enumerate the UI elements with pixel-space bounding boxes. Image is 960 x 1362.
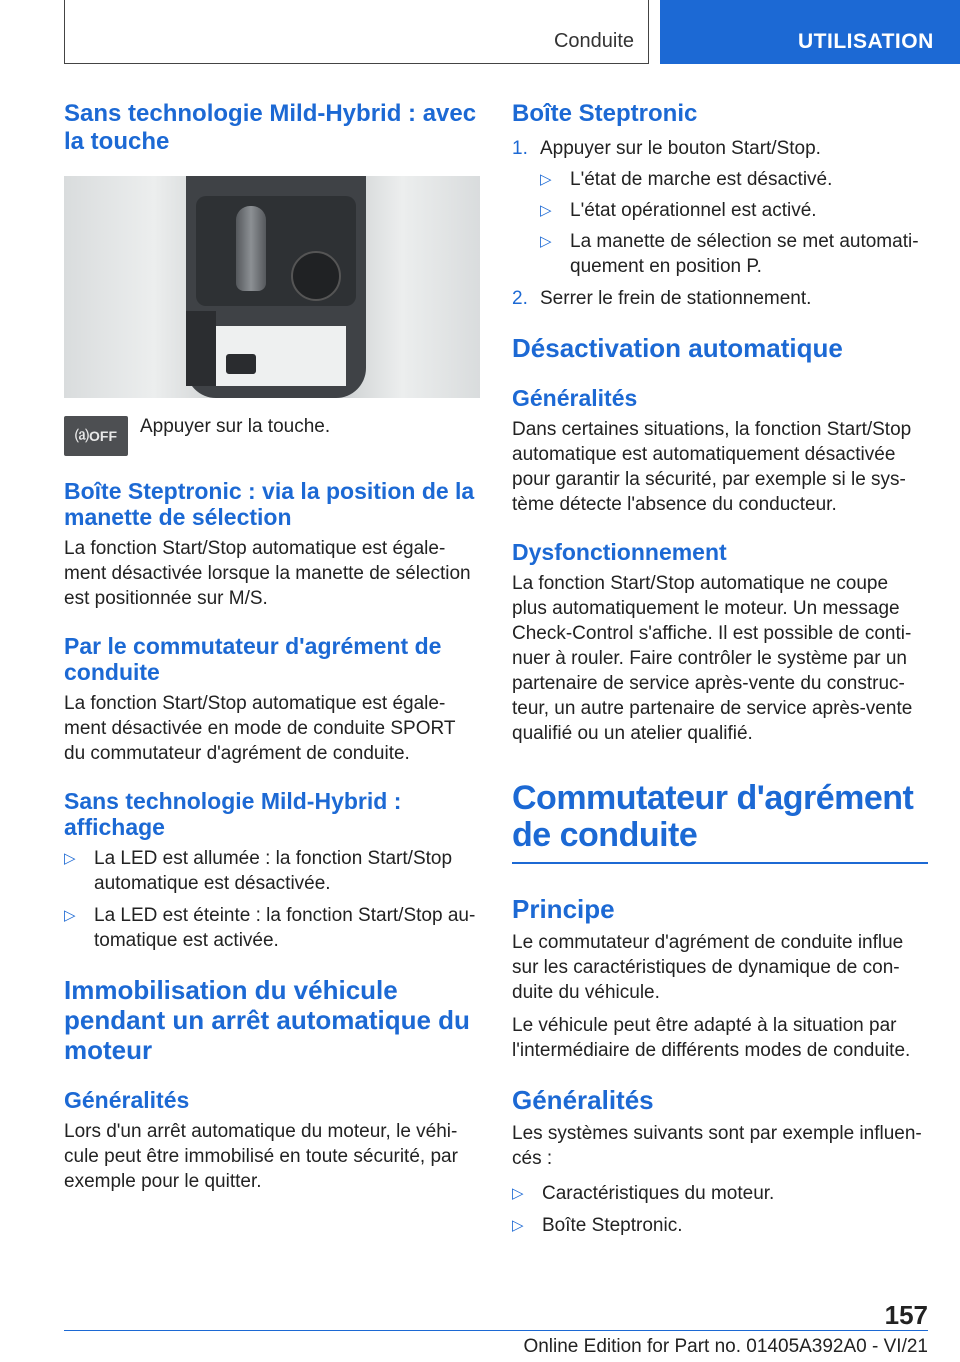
heading-mild-display: Sans technologie Mild-Hybrid : affichage [64, 788, 402, 840]
section-box [64, 0, 649, 64]
steps-list [512, 136, 928, 311]
chapter-title: UTILISATION [798, 30, 934, 53]
heading-general: Généralités [512, 385, 638, 411]
list-item: ▷ L'état de marche est désactivé. [540, 169, 833, 190]
gear-console-photo [64, 176, 480, 398]
bullet-icon: ▷ [512, 1185, 524, 1202]
console-trim [186, 311, 216, 386]
list-item: ▷ La LED est allumée : la fonction Start/Stop automatique est désactivée. [64, 848, 453, 894]
paragraph-principle-1: Le commutateur d'agrément de conduite influe sur les caractéristiques de dynamique de con-duite du véhicule. [512, 932, 904, 1003]
heading-immobilisation: Immobilisation du véhicule pendant un arrêt automatique du moteur [64, 975, 470, 1065]
heading-step-lever: Boîte Steptronic : via la position de la manette de sélection [64, 478, 475, 530]
heading-rule [512, 862, 928, 864]
page-number: 157 [884, 1300, 928, 1330]
heading-drive-switch: Commutateur d'agrément de conduite [512, 779, 914, 854]
list-item: ▷ Caractéristiques du moteur. [512, 1183, 775, 1204]
heading-auto-off: Désactivation automatique [512, 333, 843, 363]
list-item: ▷ L'état opérationnel est activé. [540, 200, 817, 221]
bullet-icon: ▷ [64, 850, 76, 867]
center-console [186, 176, 366, 398]
list-item: ▷ Boîte Steptronic. [512, 1215, 683, 1236]
auto-start-stop-off-icon: ⒜OFF [64, 416, 128, 456]
heading-general-2: Généralités [512, 1085, 654, 1115]
controller-knob [291, 251, 341, 301]
heading-mild-touch: Sans technologie Mild-Hybrid : avec la touche [64, 100, 477, 155]
list-item: ▷ La manette de sélection se met automati-quement en position P. [540, 231, 919, 277]
footer-rule [64, 1330, 928, 1331]
control-panel [196, 196, 356, 306]
button-instruction: Appuyer sur la touche. [140, 416, 331, 437]
selector-lever [236, 206, 266, 291]
step-item: 2. Serrer le frein de stationnement. [512, 288, 812, 309]
bullet-icon: ▷ [540, 202, 552, 219]
heading-switch: Par le commutateur d'agrément de conduite [64, 633, 442, 685]
parking-brake-icon [226, 354, 256, 374]
right-column [512, 100, 928, 1245]
paragraph-switch: La fonction Start/Stop automatique est égale-ment désactivée en mode de conduite SPORT du commutateur d'agrément de conduite. [64, 693, 456, 764]
bullet-icon: ▷ [540, 171, 552, 188]
systems-list [512, 1181, 928, 1238]
heading-general: Généralités [64, 1087, 190, 1113]
paragraph-general: Lors d'un arrêt automatique du moteur, le véhi-cule peut être immobilisé en toute sécurité, par exemple pour le quitter. [64, 1121, 458, 1192]
heading-principle: Principe [512, 894, 615, 924]
step-item: 1. Appuyer sur le bouton Start/Stop. ▷ L'état de marche est désactivé. ▷ L'état opérationnel est activé. ▷ La manette de sélection se met automati-quement en position P. [512, 136, 928, 279]
bullet-icon: ▷ [64, 907, 76, 924]
paragraph-general: Dans certaines situations, la fonction Start/Stop automatique est automatiquement désactivée pour garantir la sécurité, par exemple si le sys-tème détecte l'absence du conducteur. [512, 419, 912, 515]
paragraph-malfunction: La fonction Start/Stop automatique ne coupe plus automatiquement le moteur. Un message Check-Control s'affiche. Il est possible de conti-nuer à rouler. Faire contrôler le système par un partenaire de service après-vente du construc-teur, un autre partenaire de service après-vente qualifié ou un atelier qualifié. [512, 573, 913, 744]
list-item: ▷ La LED est éteinte : la fonction Start/Stop au-tomatique est activée. [64, 905, 476, 951]
chapter-tab [660, 0, 960, 64]
paragraph-general-2: Les systèmes suivants sont par exemple influen-cés : [512, 1123, 922, 1169]
paragraph-step-lever: La fonction Start/Stop automatique est égale-ment désactivée lorsque la manette de sélection est positionnée sur M/S. [64, 538, 471, 609]
left-column [64, 100, 480, 1194]
heading-steptronic: Boîte Steptronic [512, 100, 698, 127]
bullet-icon: ▷ [540, 233, 552, 250]
bullet-icon: ▷ [512, 1217, 524, 1234]
edition-text: Online Edition for Part no. 01405A392A0 - VI/21 [523, 1336, 928, 1357]
display-list [64, 846, 480, 953]
seat-right [350, 176, 480, 398]
section-title: Conduite [553, 30, 634, 52]
heading-malfunction: Dysfonctionnement [512, 539, 727, 565]
page-header [0, 0, 960, 66]
paragraph-principle-2: Le véhicule peut être adapté à la situation par l'intermédiaire de différents modes de conduite. [512, 1015, 911, 1061]
